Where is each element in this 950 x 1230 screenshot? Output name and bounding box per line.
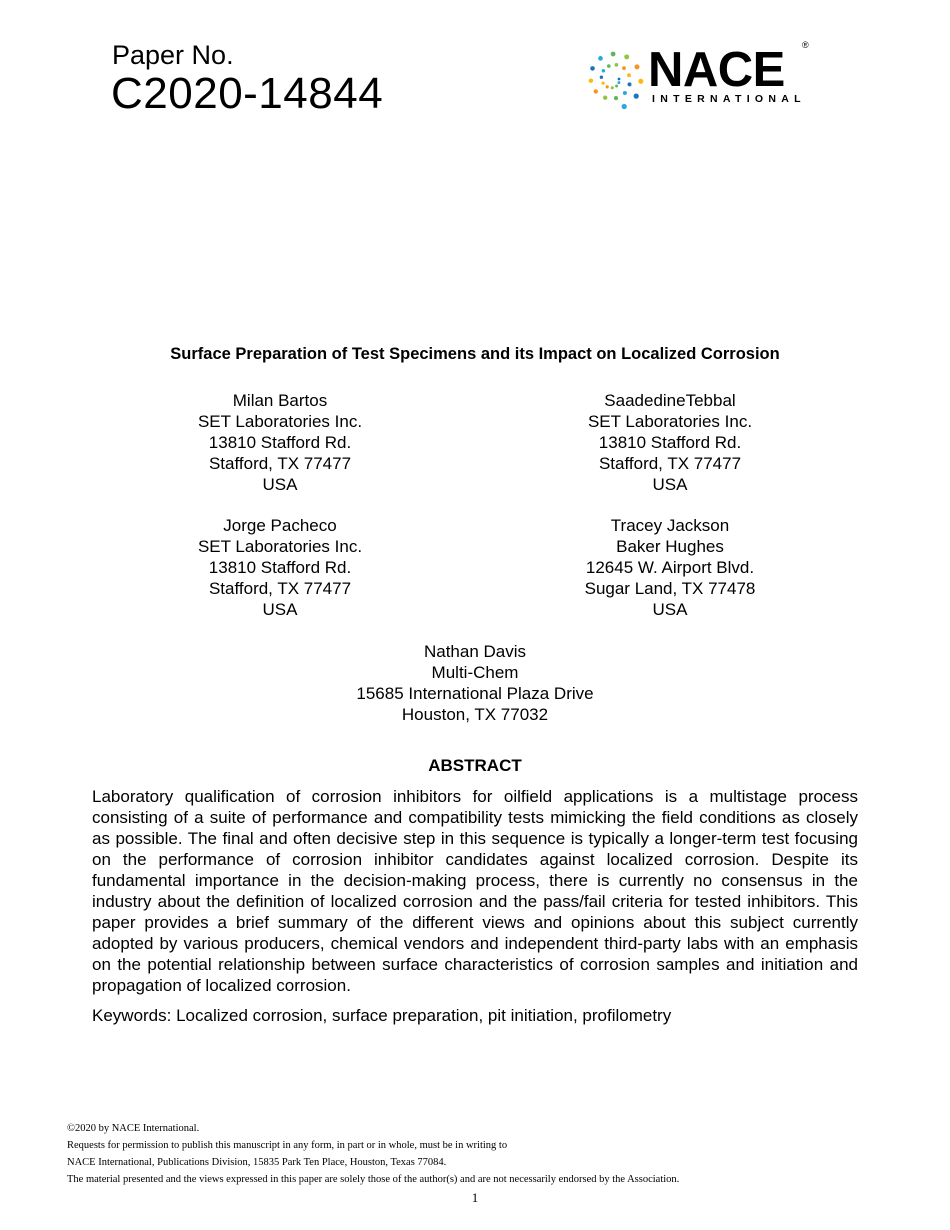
logo-dot <box>634 94 639 99</box>
author-name: Jorge Pacheco <box>223 516 337 535</box>
logo-dot <box>611 86 614 89</box>
logo-dot <box>627 73 631 77</box>
author-street: 13810 Stafford Rd. <box>208 558 352 577</box>
page-number: 1 <box>471 1190 479 1205</box>
author-name: Nathan Davis <box>423 642 527 661</box>
author-country: USA <box>652 600 688 619</box>
logo-dot <box>602 69 606 73</box>
logo-dot <box>624 54 629 59</box>
logo-dot <box>623 91 627 95</box>
copyright-footer <box>67 1120 679 1188</box>
logo-dot <box>611 52 616 57</box>
logo-dot <box>628 82 632 86</box>
logo-dot <box>601 81 604 84</box>
footer-line: ©2020 by NACE International. <box>67 1123 200 1134</box>
author-city: Houston, TX 77032 <box>401 705 549 724</box>
logo-dot <box>622 104 627 109</box>
nace-logo-mark-icon <box>582 48 644 110</box>
logo-dot <box>618 78 621 81</box>
author-affiliation: Multi-Chem <box>431 663 519 682</box>
logo-dot <box>594 89 598 93</box>
logo-dot <box>615 85 618 88</box>
paper-title: Surface Preparation of Test Specimens and its Impact on Localized Corrosion <box>170 345 780 363</box>
paper-id: C2020-14844 <box>111 69 384 118</box>
paper-number-label: Paper No. <box>112 40 234 70</box>
author-name: Tracey Jackson <box>610 516 730 535</box>
logo-dot <box>638 79 643 84</box>
author-street: 13810 Stafford Rd. <box>208 433 352 452</box>
logo-dot <box>607 64 611 68</box>
logo-dot <box>617 81 620 84</box>
logo-dot <box>603 96 607 100</box>
author-name: Milan Bartos <box>232 391 328 410</box>
logo-dot <box>622 66 626 70</box>
author-name: SaadedineTebbal <box>604 391 736 410</box>
author-block <box>130 515 430 620</box>
registered-mark: ® <box>802 40 809 50</box>
logo-dot <box>600 76 603 79</box>
nace-logo <box>582 40 817 112</box>
author-block <box>130 390 430 495</box>
author-block <box>520 515 820 620</box>
author-block <box>325 641 625 725</box>
author-block <box>520 390 820 495</box>
author-street: 12645 W. Airport Blvd. <box>585 558 755 577</box>
keywords: Keywords: Localized corrosion, surface preparation, pit initiation, profilometry <box>92 1006 672 1025</box>
logo-dot <box>635 64 640 69</box>
abstract-heading: ABSTRACT <box>428 756 522 775</box>
footer-line: NACE International, Publications Division, 15835 Park Ten Place, Houston, Texas 77084. <box>67 1157 447 1168</box>
footer-line: Requests for permission to publish this manuscript in any form, in part or in whole, must be in writing to <box>67 1140 508 1151</box>
author-city: Stafford, TX 77477 <box>598 454 742 473</box>
author-city: Stafford, TX 77477 <box>208 454 352 473</box>
author-country: USA <box>262 600 298 619</box>
abstract-body: Laboratory qualification of corrosion inhibitors for oilfield applications is a multistage process consisting of a suite of performance and compatibility tests mimicking the field conditions as closely as possible. The final and often decisive step in this sequence is typically a longer-term test focusing on the performance of corrosion inhibitor candidates against localized corrosion. Despite its fundamental importance in the decision-making process, there is currently no consensus in the industry about the definition of localized corrosion and the pass/fail criteria for tested inhibitors. This paper provides a brief summary of the different views and opinions about this subject currently adopted by various producers, chemical vendors and independent third-party labs with an emphasis on the potential relationship between surface characteristics of corrosion samples and initiation and propagation of localized corrosion. <box>92 787 858 995</box>
author-affiliation: SET Laboratories Inc. <box>587 412 753 431</box>
logo-dot <box>606 85 609 88</box>
logo-dot <box>614 96 618 100</box>
author-street: 15685 International Plaza Drive <box>356 684 594 703</box>
author-city: Sugar Land, TX 77478 <box>584 579 756 598</box>
author-country: USA <box>652 475 688 494</box>
logo-dot <box>589 78 594 83</box>
footer-line: The material presented and the views expressed in this paper are solely those of the author(s) and are not necessarily endorsed by the Association. <box>67 1174 680 1185</box>
logo-wordmark: NACE <box>648 43 785 97</box>
author-country: USA <box>262 475 298 494</box>
author-street: 13810 Stafford Rd. <box>598 433 742 452</box>
author-affiliation: Baker Hughes <box>616 537 724 556</box>
author-affiliation: SET Laboratories Inc. <box>197 412 363 431</box>
logo-dot <box>590 66 595 71</box>
logo-dot <box>598 56 603 61</box>
author-affiliation: SET Laboratories Inc. <box>197 537 363 556</box>
logo-subtitle: INTERNATIONAL <box>652 93 806 105</box>
author-city: Stafford, TX 77477 <box>208 579 352 598</box>
logo-dot <box>615 63 619 67</box>
